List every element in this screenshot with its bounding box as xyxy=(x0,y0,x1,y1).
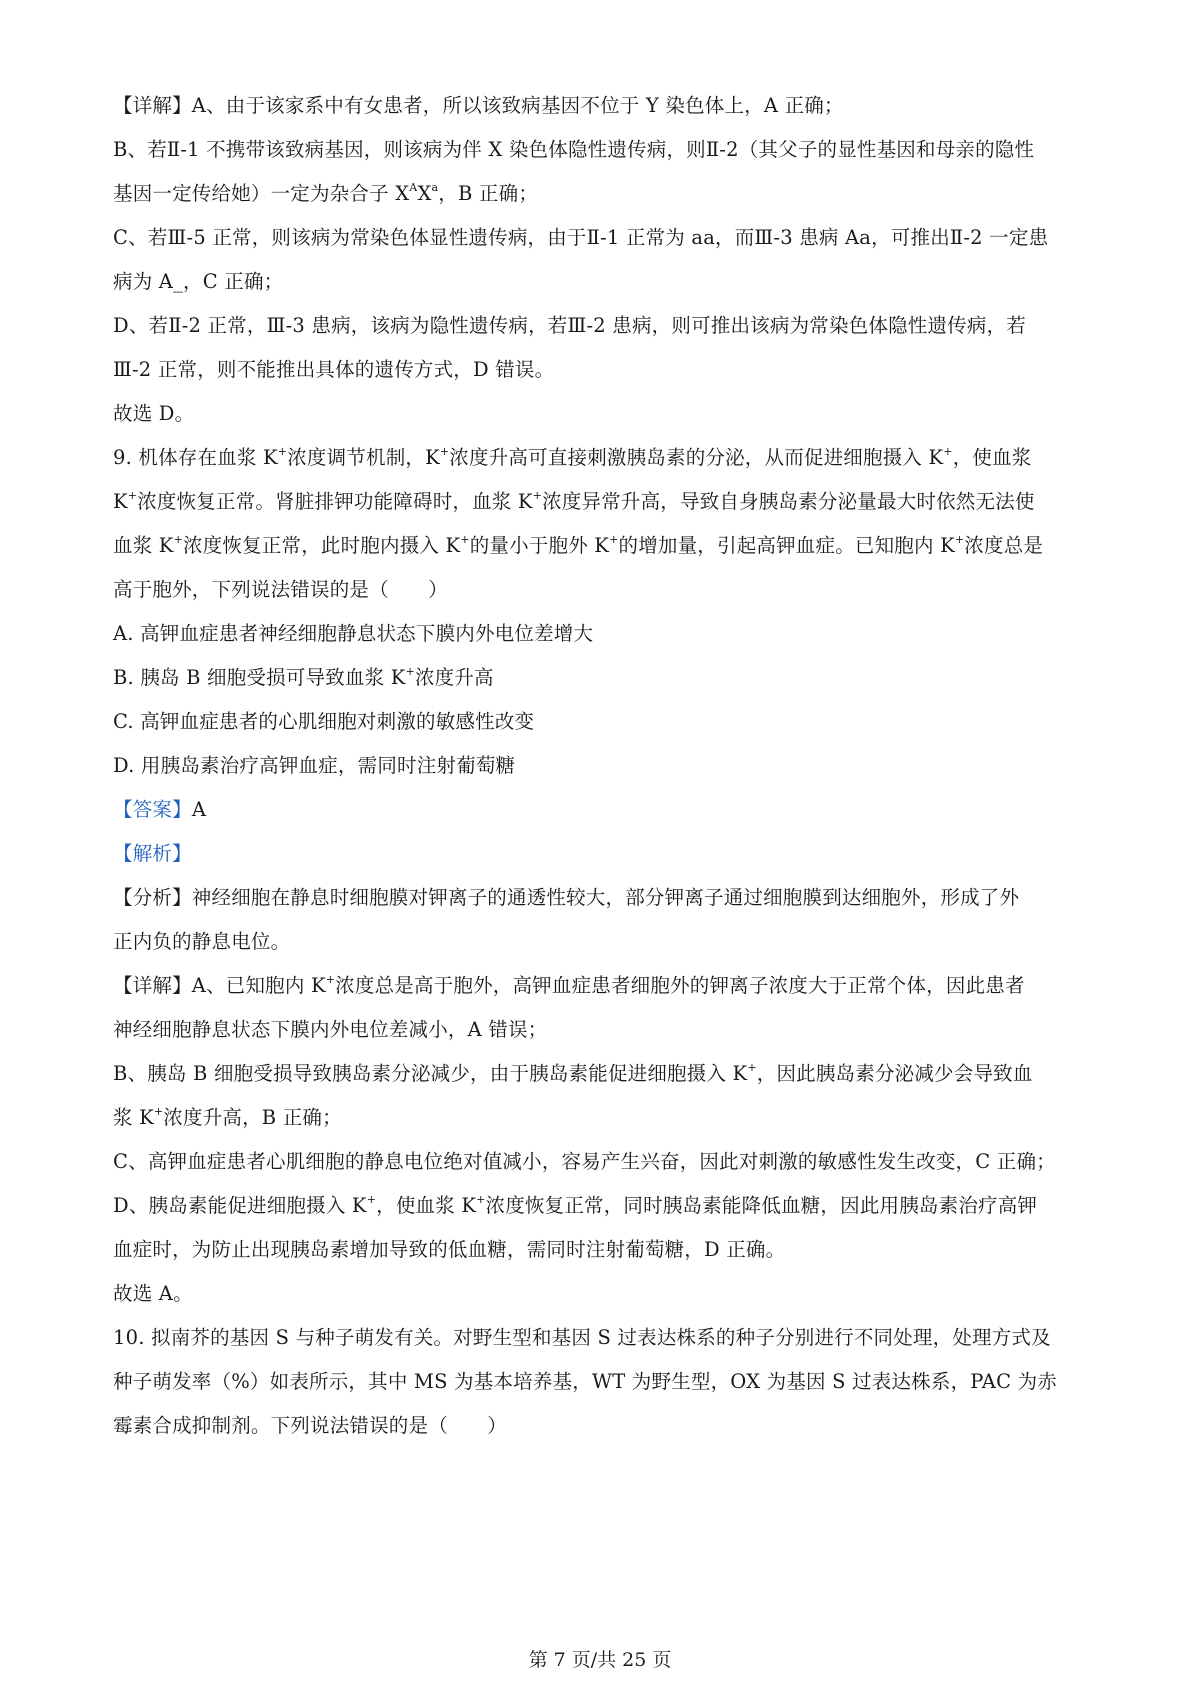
text-line: 故选 D。 xyxy=(113,402,195,425)
text-line: D、胰岛素能促进细胞摄入 K+，使血浆 K+浓度恢复正常，同时胰岛素能降低血糖，因此用胰岛素治疗高钾 xyxy=(113,1192,1038,1217)
question-10-stem: 10. 拟南芥的基因 S 与种子萌发有关。对野生型和基因 S 过表达株系的种子分别进行不同处理，处理方式及 xyxy=(113,1326,1051,1349)
answer-tag: 【答案】 xyxy=(113,798,192,821)
answer-line: 【答案】A xyxy=(113,798,207,821)
option-d: D. 用胰岛素治疗高钾血症，需同时注射葡萄糖 xyxy=(113,754,516,777)
text-line: C、若Ⅲ-5 正常，则该病为常染色体显性遗传病，由于Ⅱ-1 正常为 aa，而Ⅲ-3 患病 Aa，可推出Ⅱ-2 一定患 xyxy=(113,226,1049,249)
page-number: 第 7 页/共 25 页 xyxy=(528,1649,672,1671)
text-line: C、高钾血症患者心肌细胞的静息电位绝对值减小，容易产生兴奋，因此对刺激的敏感性发生改变，C 正确； xyxy=(113,1150,1056,1173)
text-line: 病为 A_，C 正确； xyxy=(113,270,284,293)
question-9-stem: 高于胞外，下列说法错误的是（ ） xyxy=(113,578,448,601)
question-9-stem: 9. 机体存在血浆 K+浓度调节机制，K+浓度升高可直接刺激胰岛素的分泌，从而促进细胞摄入 K+，使血浆 xyxy=(113,444,1032,469)
option-c: C. 高钾血症患者的心肌细胞对刺激的敏感性改变 xyxy=(113,710,535,733)
text-line: Ⅲ-2 正常，则不能推出具体的遗传方式，D 错误。 xyxy=(113,358,555,381)
text-line: 故选 A。 xyxy=(113,1282,193,1305)
text-line: 【详解】A、由于该家系中有女患者，所以该致病基因不位于 Y 染色体上，A 正确； xyxy=(113,94,844,117)
text-line: D、若Ⅱ-2 正常，Ⅲ-3 患病，该病为隐性遗传病，若Ⅲ-2 患病，则可推出该病为常染色体隐性遗传病，若 xyxy=(113,314,1026,337)
question-10-stem: 霉素合成抑制剂。下列说法错误的是（ ） xyxy=(113,1414,508,1437)
text-line: 浆 K+浓度升高，B 正确； xyxy=(113,1104,342,1129)
text-line: 正内负的静息电位。 xyxy=(113,930,291,953)
text-line: 血症时，为防止出现胰岛素增加导致的低血糖，需同时注射葡萄糖，D 正确。 xyxy=(113,1238,786,1261)
question-10-stem: 种子萌发率（%）如表所示，其中 MS 为基本培养基，WT 为野生型，OX 为基因 S 过表达株系，PAC 为赤 xyxy=(113,1370,1058,1393)
text-line: 神经细胞静息状态下膜内外电位差减小，A 错误； xyxy=(113,1018,548,1041)
option-a: A. 高钾血症患者神经细胞静息状态下膜内外电位差增大 xyxy=(113,622,594,645)
text-line: B、胰岛 B 细胞受损导致胰岛素分泌减少，由于胰岛素能促进细胞摄入 K+，因此胰岛素分泌减少会导致血 xyxy=(113,1060,1033,1085)
option-b: B. 胰岛 B 细胞受损可导致血浆 K+浓度升高 xyxy=(113,664,494,689)
question-9-stem: 血浆 K+浓度恢复正常，此时胞内摄入 K+的量小于胞外 K+的增加量，引起高钾血症。已知胞内 K+浓度总是 xyxy=(113,532,1044,557)
text-line: 基因一定传给她）一定为杂合子 $X^AX^a$，B 正确； xyxy=(113,180,539,205)
text-line: 【分析】神经细胞在静息时细胞膜对钾离子的通透性较大，部分钾离子通过细胞膜到达细胞外，形成了外 xyxy=(113,886,1020,909)
question-9-stem: K+浓度恢复正常。肾脏排钾功能障碍时，血浆 K+浓度异常升高，导致自身胰岛素分泌量最大时依然无法使 xyxy=(113,488,1035,513)
analysis-tag: 【解析】 xyxy=(113,842,192,865)
text-line: B、若Ⅱ-1 不携带该致病基因，则该病为伴 X 染色体隐性遗传病，则Ⅱ-2（其父子的显性基因和母亲的隐性 xyxy=(113,138,1035,161)
text-line: 【详解】A、已知胞内 K+浓度总是高于胞外，高钾血症患者细胞外的钾离子浓度大于正常个体，因此患者 xyxy=(113,972,1025,997)
page-footer xyxy=(0,1648,1200,1672)
